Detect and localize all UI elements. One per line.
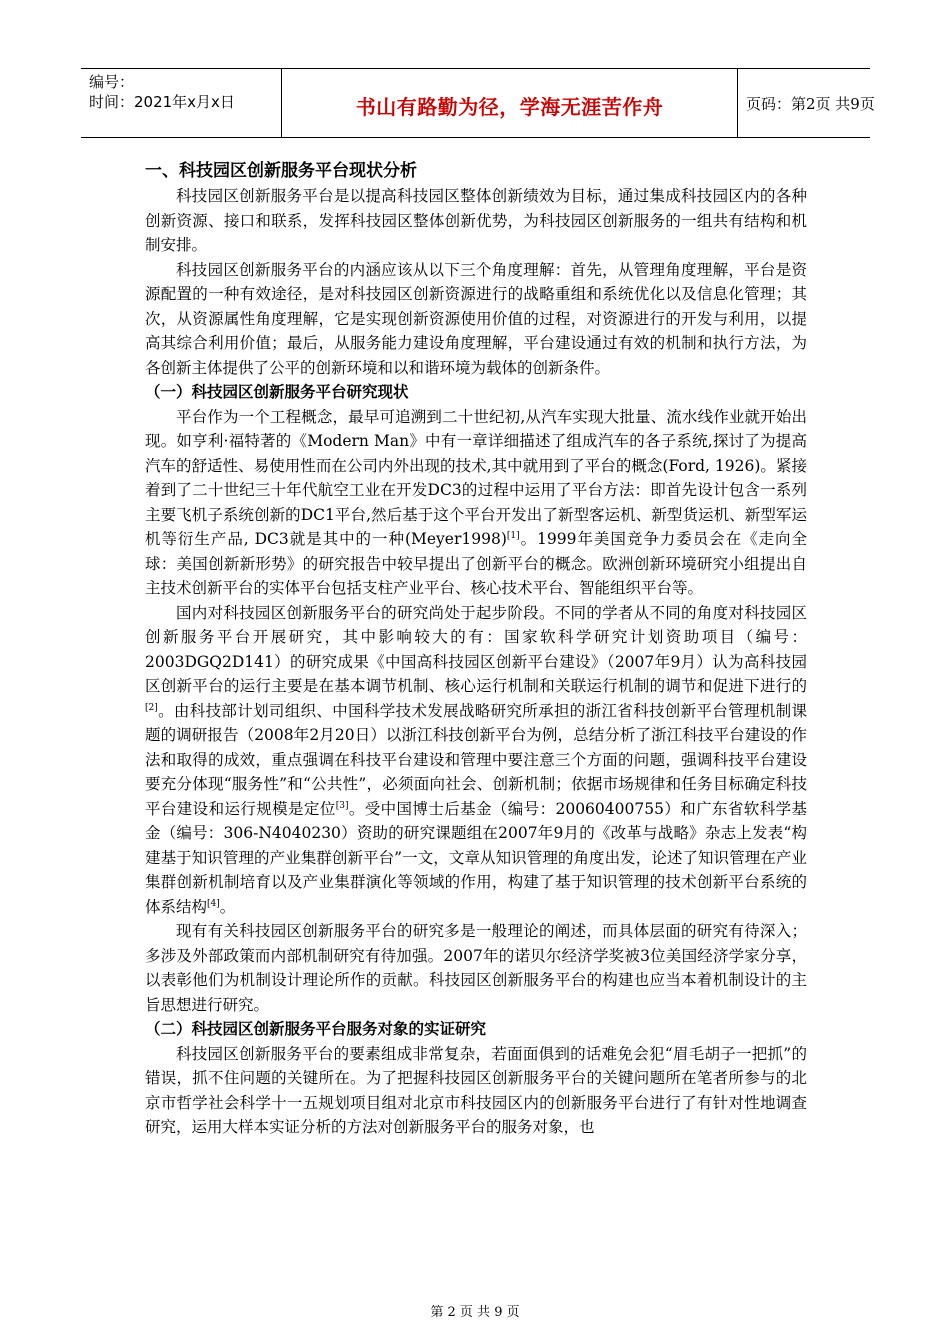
document-number-label: 编号： [89,73,135,91]
header-meta-cell [81,69,281,137]
document-header [81,68,875,138]
header-motto: 书山有路勤为径，学海无涯苦作舟 [355,95,664,119]
paragraph: 现有有关科技园区创新服务平台的研究多是一般理论的阐述，而具体层面的研究有待深入；多涉及外部政策而内部机制研究有待加强。2007年的诺贝尔经济学奖被3位美国经济学家分享，以表彰他们为机制设计理论所作的贡献。科技园区创新服务平台的构建也应当本着机制设计的主旨思想进行研究。 [145,922,807,1014]
paragraph: 科技园区创新服务平台的要素组成非常复杂，若面面俱到的话难免会犯“眉毛胡子一把抓”的错误，抓不住问题的关键所在。为了把握科技园区创新服务平台的关键问题所在笔者所参与的北京市哲学社会科学十一五规划项目组对北京市科技园区内的创新服务平台进行了有针对性地调查研究，运用大样本实证分析的方法对创新服务平台的服务对象，也 [145,1044,807,1136]
paragraph: 科技园区创新服务平台的内涵应该从以下三个角度理解：首先，从管理角度理解，平台是资源配置的一种有效途径，是对科技园区创新资源进行的战略重组和系统优化以及信息化管理；其次，从资源属性角度理解，它是实现创新资源使用价值的过程，对资源进行的开发与利用，以提高其综合利用价值；最后，从服务能力建设角度理解，平台建设通过有效的机制和执行方法，为各创新主体提供了公平的创新环境和以和谐环境为载体的创新条件。 [145,260,807,377]
citation-ref: [4] [207,898,220,909]
paragraph-text: 。受中国博士后基金（编号：20060400755）和广东省软科学基金（编号：306-N4040230）资助的研究课题组在2007年9月的《改革与战略》杂志上发表“构建基于知识管理的产业集群创新平台”一文，文章从知识管理的角度出发，论述了知识管理在产业集群创新机制培育以及产业集群演化等领域的作用，构建了基于知识管理的技术创新平台系统的体系结构 [145,799,807,916]
header-page-cell [738,69,875,137]
document-body [145,158,807,1140]
subsection-title: （一）科技园区创新服务平台研究现状 [145,383,409,401]
page-footer: 第 2 页 共 9 页 [430,1305,520,1320]
subsection-title: （二）科技园区创新服务平台服务对象的实证研究 [145,1020,487,1038]
paragraph [145,601,807,920]
paragraph: 科技园区创新服务平台是以提高科技园区整体创新绩效为目标，通过集成科技园区内的各种创新资源、接口和联系，发挥科技园区整体创新优势，为科技园区创新服务的一组共有结构和机制安排。 [145,187,807,254]
document-time-label: 时间：2021年x月x日 [89,93,235,111]
citation-ref: [1] [506,530,520,541]
section-title: 一、科技园区创新服务平台现状分析 [145,161,417,181]
paragraph-text: 。 [219,897,236,916]
citation-ref: [3] [335,800,349,811]
paragraph-text: 。由科技部计划司组织、中国科学技术发展战略研究所承担的浙江省科技创新平台管理机制课题的调研报告（2008年2月20日）以浙江科技创新平台为例，总结分析了浙江科技平台建设的作法和取得的成效，重点强调在科技平台建设和管理中要注意三个方面的问题，强调科技平台建设要充分体现“服务性”和“公共性”，必须面向社会、创新机制；依据市场规律和任务目标确定科技平台建设和运行规模是定位 [145,701,807,818]
citation-ref: [2] [145,702,158,713]
header-motto-cell [281,69,738,137]
header-page-info: 页码：第2页 共9页 [746,95,875,113]
paragraph-text: 平台作为一个工程概念，最早可追溯到二十世纪初,从汽车实现大批量、流水线作业就开始出现。如亨利·福特著的《Modern Man》中有一章详细描述了组成汽车的各子系统,探讨了为提高汽车的舒适性、易使用性而在公司内外出现的技术,其中就用到了平台的概念(Ford, 1926)。紧接着到了二十世纪三十年代航空工业在开发DC3的过程中运用了平台方法：即首先设计包含一系列主要飞机子系统创新的DC1平台,然后基于这个平台开发出了新型客运机、新型货运机、新型军运机等衍生产品, DC3就是其中的一种(Meyer1998) [145,407,807,548]
paragraph-text: 。1999年美国竞争力委员会在《走向全球：美国创新新形势》的研究报告中较早提出了创新平台的概念。欧洲创新环境研究小组提出自主技术创新平台的实体平台包括支柱产业平台、核心技术平台、智能组织平台等。 [145,530,807,597]
paragraph [145,405,807,601]
paragraph-text: 国内对科技园区创新服务平台的研究尚处于起步阶段。不同的学者从不同的角度对科技园区创新服务平台开展研究，其中影响较大的有：国家软科学研究计划资助项目（编号：2003DGQ2D141）的研究成果《中国高科技园区创新平台建设》（2007年9月）认为高科技园区创新平台的运行主要是在基本调节机制、核心运行机制和关联运行机制的调节和促进下进行的 [145,603,807,695]
